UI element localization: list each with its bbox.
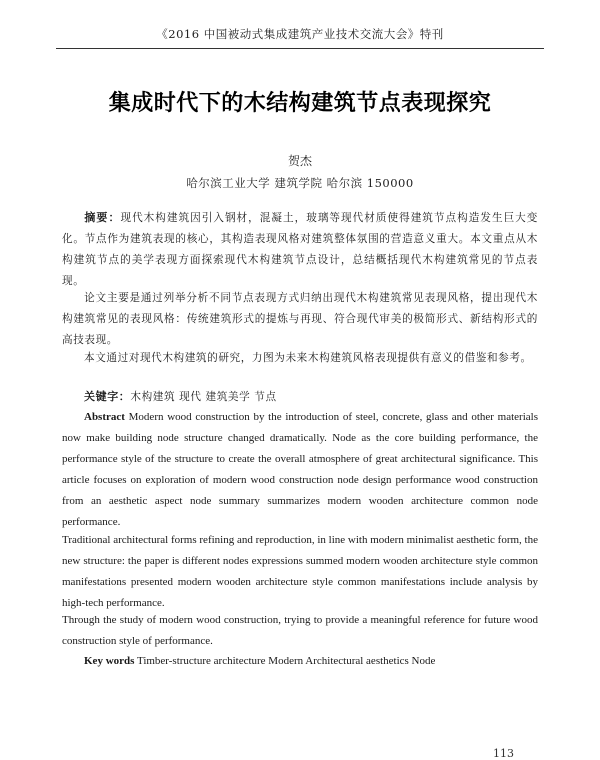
keywords-en [62, 651, 538, 672]
running-head: 《2016 中国被动式集成建筑产业技术交流大会》特刊 [156, 27, 444, 41]
header-rule [56, 48, 544, 49]
author-affiliation: 哈尔滨工业大学 建筑学院 哈尔滨 150000 [186, 176, 414, 190]
keywords-cn-text: 木构建筑 现代 建筑美学 节点 [130, 391, 277, 403]
abstract-en-label: Abstract [84, 411, 125, 423]
page-number: 113 [493, 747, 514, 760]
author-name: 贺杰 [287, 154, 312, 168]
abstract-cn-text: 现代木构建筑因引入钢材，混凝土，玻璃等现代材质使得建筑节点构造发生巨大变化。节点作为建筑表现的核心，其构造表现风格对建筑整体氛围的营造意义重大。本文重点从木构建筑节点的美学表现方面探索现代木构建筑节点设计，总结概括现代木构建筑常见的节点表现。 [62, 212, 538, 287]
body-cn-text: 本文通过对现代木构建筑的研究，力图为未来木构建筑风格表现提供有意义的借鉴和参考。 [84, 352, 532, 364]
body-en-paragraph: Through the study of modern wood construction, trying to provide a meaningful reference for future wood construction style of performance. [62, 614, 538, 647]
body-cn-text: 论文主要是通过列举分析不同节点表现方式归纳出现代木构建筑常见表现风格，提出现代木构建筑常见的表现风格：传统建筑形式的提炼与再现、符合现代审美的极简形式、新结构形式的高技表现。 [62, 292, 538, 346]
abstract-cn [62, 207, 538, 292]
keywords-cn [62, 386, 538, 408]
keywords-cn-label: 关键字： [84, 390, 131, 403]
abstract-cn-label: 摘要： [84, 211, 121, 224]
keywords-en-text: Timber-structure architecture Modern Architectural aesthetics Node [136, 655, 436, 667]
abstract-en-text: Modern wood construction by the introduction of steel, concrete, glass and other materials now make building node structure changed dramatically. Node as the core building performance, the performance style of the structure to create the overall atmosphere of great architectural significance. This article focuses on exploration of modern wood construction node design performance wood construction from an aesthetic aspect node summary summarizes modern wooden architecture common node performance. [62, 411, 538, 528]
keywords-en-label: Key words [84, 655, 135, 667]
body-cn-paragraph [62, 348, 538, 369]
body-cn-paragraph [62, 288, 538, 351]
paper-title: 集成时代下的木结构建筑节点表现探究 [108, 91, 492, 116]
abstract-en [62, 407, 538, 533]
body-en-paragraph: Traditional architectural forms refining and reproduction, in line with modern minimalist aesthetic form, the new structure: the paper is different nodes expressions summed modern wooden architecture style common manifestations presented modern wooden architecture style common manifestations include analysis by high-tech performance. [62, 534, 538, 609]
